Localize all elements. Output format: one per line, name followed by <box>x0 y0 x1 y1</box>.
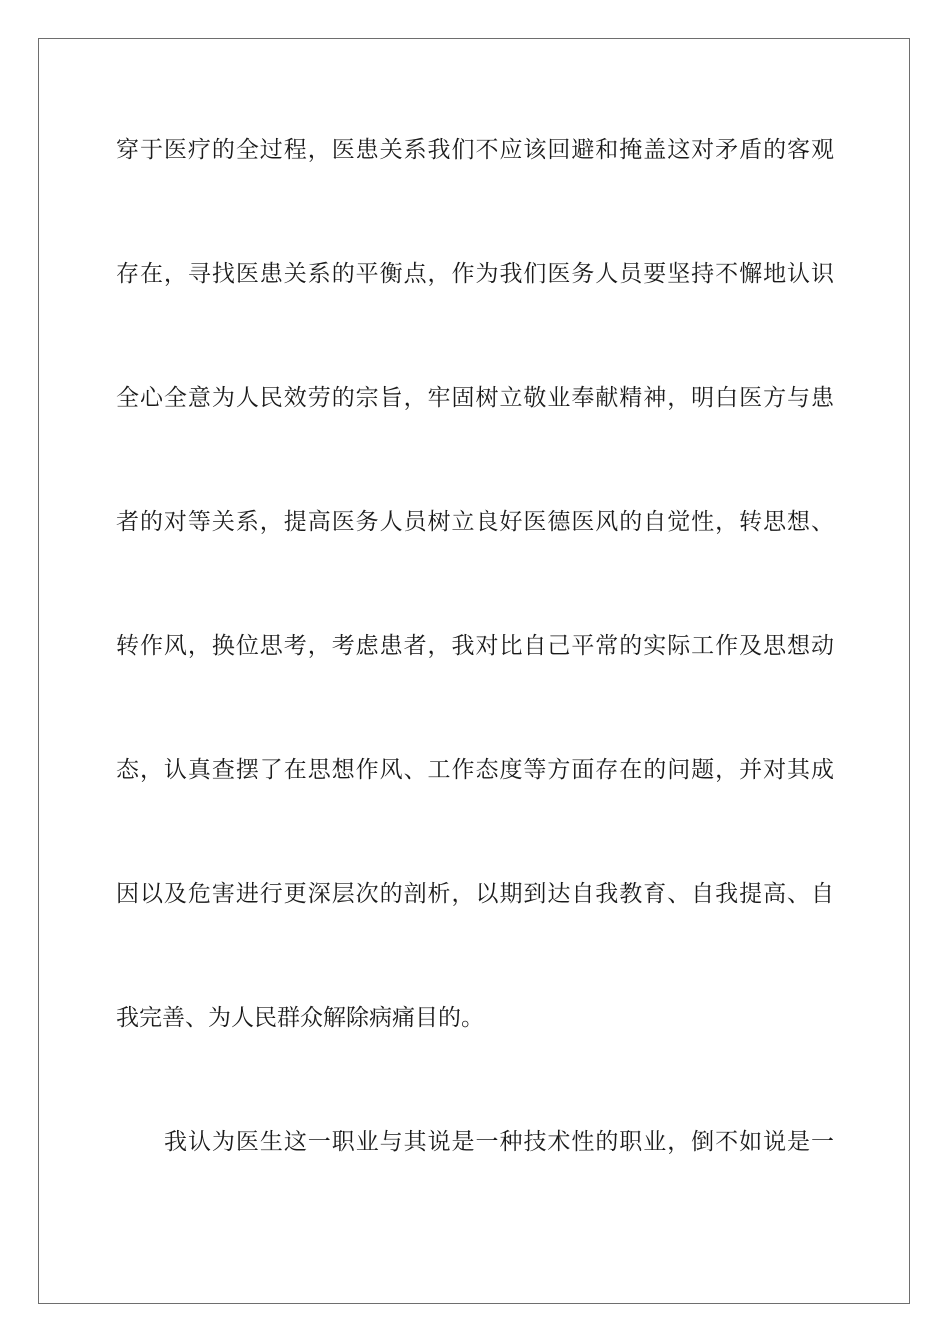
body-text-line-9: 我认为医生这一职业与其说是一种技术性的职业，倒不如说是一 <box>164 1129 834 1155</box>
body-text-line-4: 者的对等关系，提高医务人员树立良好医德医风的自觉性，转思想、 <box>116 509 834 535</box>
body-text-line-7: 因以及危害进行更深层次的剖析，以期到达自我教育、自我提高、自 <box>116 881 834 907</box>
page-frame <box>38 38 910 1304</box>
body-text-line-6: 态，认真查摆了在思想作风、工作态度等方面存在的问题，并对其成 <box>116 757 834 783</box>
body-text-line-1: 穿于医疗的全过程，医患关系我们不应该回避和掩盖这对矛盾的客观 <box>116 137 834 163</box>
body-text-line-2: 存在，寻找医患关系的平衡点，作为我们医务人员要坚持不懈地认识 <box>116 261 834 287</box>
body-text-line-8: 我完善、为人民群众解除病痛目的。 <box>116 1005 484 1031</box>
body-text-line-3: 全心全意为人民效劳的宗旨，牢固树立敬业奉献精神，明白医方与患 <box>116 385 834 411</box>
body-text-line-5: 转作风，换位思考，考虑患者，我对比自己平常的实际工作及思想动 <box>116 633 834 659</box>
